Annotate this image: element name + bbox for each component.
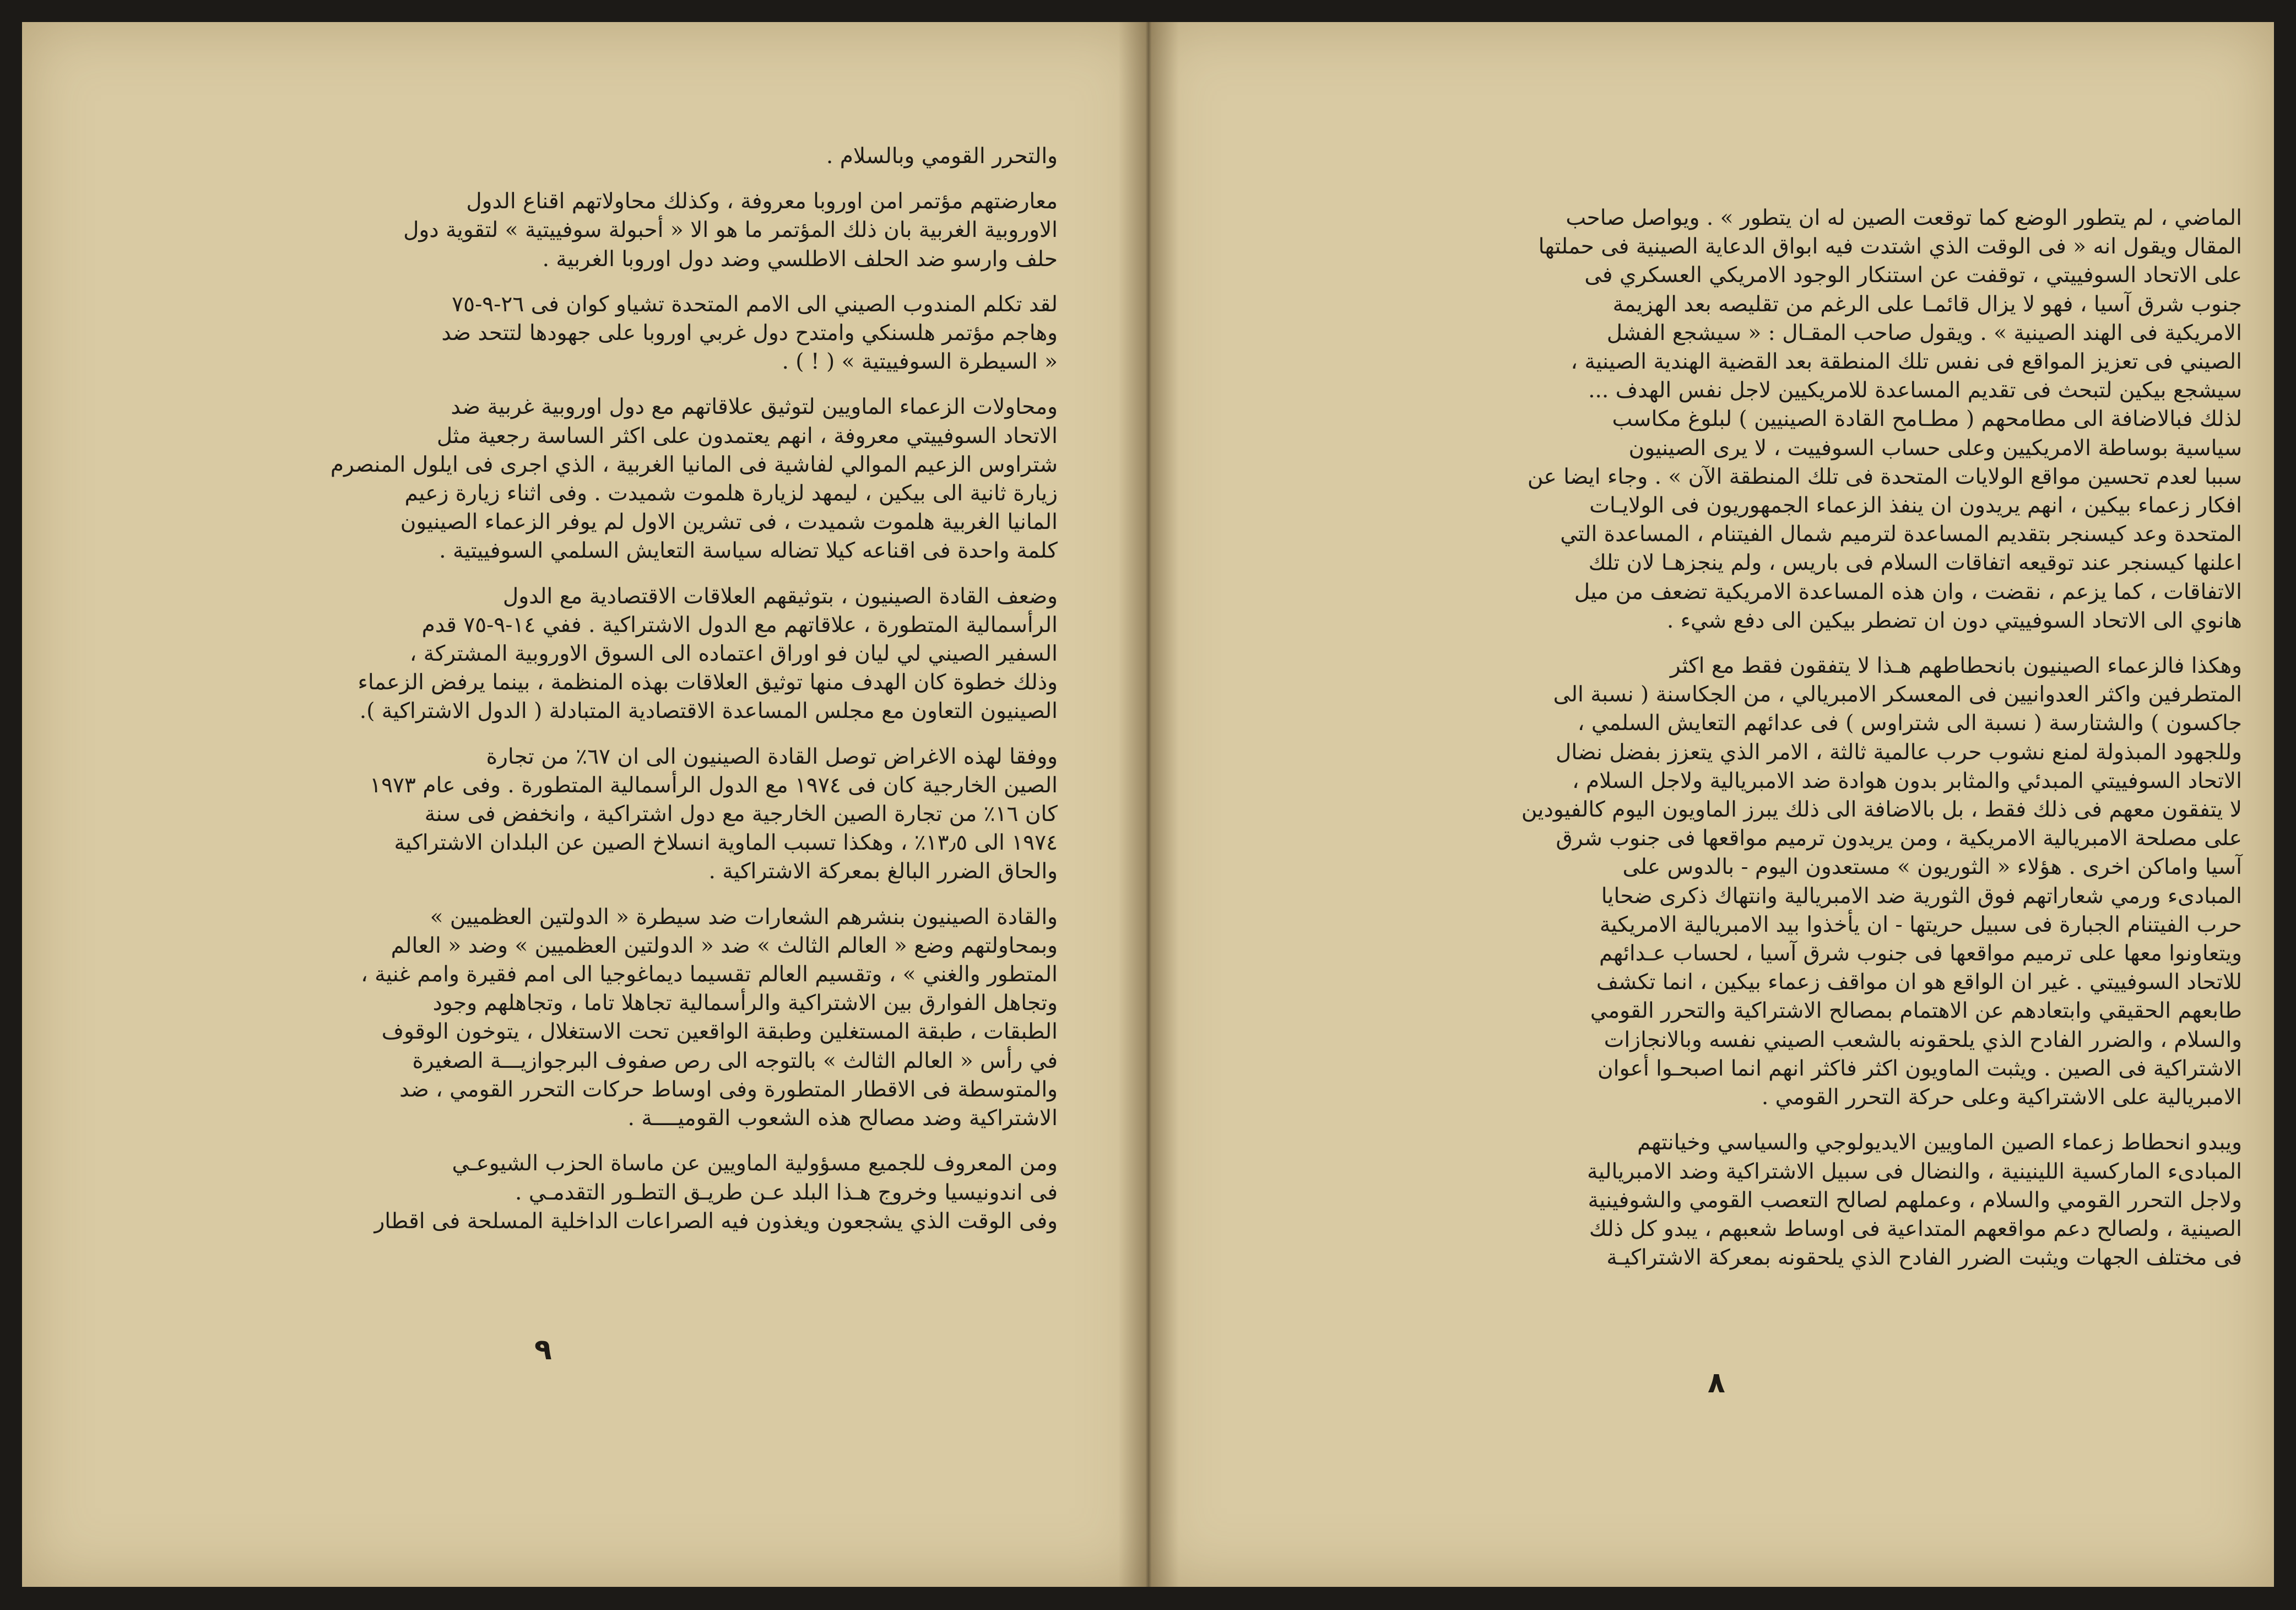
text-line: جنوب شرق آسيا ، فهو لا يزال قائمـا على الرغم من تقليصه بعد الهزيمة	[1612, 291, 2242, 317]
text-line: على الاتحاد السوفييتي ، توقفت عن استنكار الوجود الامريكي العسكري فى	[1584, 263, 2242, 288]
paragraph	[1328, 1128, 2242, 1272]
text-line: حلف وارسو ضد الحلف الاطلسي وضد دول اوروبا الغربية .	[542, 246, 1058, 272]
text-line: اعلنها كيسنجر عند توقيعه اتفاقات السلام فى باريس ، ولم ينجزهـا لان تلك	[1588, 550, 2242, 576]
text-line: لقد تكلم المندوب الصيني الى الامم المتحدة تشياو كوان فى ٢٦-٩-٧٥	[452, 291, 1058, 317]
text-line: الرأسمالية المتطورة ، علاقاتهم مع الدول الاشتراكية . ففي ١٤-٩-٧٥ قدم	[421, 612, 1058, 637]
text-line: آسيا واماكن اخرى . هؤلاء « الثوريون » مستعدون اليوم - بالدوس على	[1622, 855, 2242, 880]
text-line: وضعف القادة الصينيون ، بتوثيقهم العلاقات الاقتصادية مع الدول	[502, 584, 1058, 609]
paragraph	[138, 582, 1058, 726]
text-line: فى اندونيسيا وخروج هـذا البلد عـن طريـق التطـور التقدمـي .	[515, 1180, 1058, 1205]
paragraph	[138, 1149, 1058, 1236]
left-page-text	[138, 142, 1058, 1252]
paragraph	[138, 393, 1058, 565]
text-line: الصينية ، ولصالح دعم مواقعهم المتداعية فى اوساط شعبهم ، يبدو كل ذلك	[1589, 1216, 2242, 1241]
text-line: وذلك خطوة كان الهدف منها توثيق العلاقات بهذه المنظمة ، بينما يرفض الزعماء	[358, 670, 1058, 695]
text-line: ومحاولات الزعماء الماويين لتوثيق علاقاتهم مع دول اوروبية غربية ضد	[451, 395, 1058, 420]
left-page-number: ٩	[534, 1333, 552, 1366]
text-line: للاتحاد السوفييتي . غير ان الواقع هو ان مواقف زعماء بيكين ، انما تكشف	[1596, 970, 2242, 995]
right-page-number: ٨	[1708, 1366, 1725, 1400]
text-line: لذلك فبالاضافة الى مطامحهم ( مطـامح القادة الصينيين ) لبلوغ مكاسب	[1612, 407, 2242, 432]
text-line: الطبقات ، طبقة المستغلين وطبقة الواقعين تحت الاستغلال ، يتوخون الوقوف	[381, 1019, 1058, 1045]
text-line: الصين الخارجية كان فى ١٩٧٤ مع الدول الرأسمالية المتطورة . وفى عام ١٩٧٣	[370, 772, 1058, 798]
right-page-text	[1328, 204, 2242, 1289]
text-line: كان ١٦٪ من تجارة الصين الخارجية مع دول اشتراكية ، وانخفض فى سنة	[424, 802, 1058, 827]
text-line: حرب الفيتنام الجبارة فى سبيل حريتها - ان يأخذوا بيد الامبريالية الامريكية	[1599, 912, 2242, 937]
text-line: في رأس « العالم الثالث » بالتوجه الى رص صفوف البرجوازيـــة الصغيرة	[412, 1048, 1058, 1073]
text-line: وفى الوقت الذي يشجعون ويغذون فيه الصراعات الداخلية المسلحة فى اقطار	[374, 1208, 1058, 1234]
text-line: وبمحاولتهم وضع « العالم الثالث » ضد « الدولتين العظميين » وضد « العالم	[391, 933, 1058, 958]
paragraph	[138, 187, 1058, 274]
text-line: « السيطرة السوفييتية » ( ! ) .	[782, 349, 1058, 375]
text-line: ووفقا لهذه الاغراض توصل القادة الصينيون الى ان ٦٧٪ من تجارة	[486, 744, 1058, 769]
text-line: المتطرفين واكثر العدوانيين فى المعسكر الامبريالي ، من الجكاسنة ( نسبة الى	[1553, 682, 2242, 707]
paragraph	[138, 743, 1058, 887]
text-line: وهاجم مؤتمر هلسنكي وامتدح دول غربي اوروبا على جهودها لتتحد ضد	[441, 321, 1058, 346]
text-line: الاتفاقات ، كما يزعم ، نقضت ، وان هذه المساعدة الامريكية تضعف من ميل	[1574, 579, 2242, 604]
text-line: السفير الصيني لي ليان فو اوراق اعتماده الى السوق الاوروبية المشتركة ،	[409, 641, 1058, 667]
paragraph	[1328, 652, 2242, 1112]
text-line: الماضي ، لم يتطور الوضع كما توقعت الصين له ان يتطور » . ويواصل صاحب	[1566, 206, 2242, 230]
text-line: الاوروبية الغربية بان ذلك المؤتمر ما هو الا « أحبولة سوفييتية » لتقوية دول	[403, 218, 1058, 243]
text-line: ومن المعروف للجميع مسؤولية الماويين عن ماساة الحزب الشيوعـي	[452, 1151, 1058, 1176]
text-line: ١٩٧٤ الى ١٣٫٥٪ ، وهكذا تسبب الماوية انسلاخ الصين عن البلدان الاشتراكية	[394, 830, 1058, 856]
page-gutter	[1118, 22, 1179, 1587]
paragraph	[138, 142, 1058, 171]
text-line: فى مختلف الجهات ويثبت الضرر الفادح الذي يلحقونه بمعركة الاشتراكيـة	[1606, 1245, 2242, 1271]
paragraph	[1328, 204, 2242, 635]
text-line: الاشتراكية وضد مصالح هذه الشعوب القوميــــة .	[627, 1106, 1058, 1131]
text-line: ويتعاونوا معها على ترميم مواقعها فى جنوب شرق آسيا ، لحساب عـدائهم	[1599, 941, 2242, 966]
text-line: كلمة واحدة فى اقناعه كيلا تضاله سياسة التعايش السلمي السوفييتية .	[439, 538, 1058, 564]
text-line: وهكذا فالزعماء الصينيون بانحطاطهم هـذا لا يتفقون فقط مع اكثر	[1670, 653, 2242, 679]
text-line: على مصلحة الامبريالية الامريكية ، ومن يريدون ترميم مواقعها فى جنوب شرق	[1556, 826, 2242, 851]
text-line: الصينيون التعاون مع مجلس المساعدة الاقتصادية المتبادلة ( الدول الاشتراكية ).	[359, 699, 1058, 724]
text-line: المتحدة وعد كيسنجر بتقديم المساعدة لترميم شمال الفيتنام ، المساعدة التي	[1560, 522, 2242, 547]
text-line: المقال ويقول انه « فى الوقت الذي اشتدت فيه ابواق الدعاية الصينية فى حملتها	[1538, 234, 2242, 260]
text-line: سببا لعدم تحسين مواقع الولايات المتحدة فى تلك المنطقة الآن » . وجاء ايضا عن	[1527, 464, 2242, 489]
paragraph	[138, 290, 1058, 377]
booklet-spread	[22, 22, 2274, 1587]
text-line: افكار زعماء بيكين ، انهم يريدون ان ينفذ الزعماء الجمهوريون فى الولايـات	[1589, 493, 2242, 518]
text-line: والتحرر القومي وبالسلام .	[826, 144, 1058, 169]
text-line: المبادىء ورمي شعاراتهم فوق الثورية ضد الامبريالية وانتهاك ذكرى ضحايا	[1601, 883, 2242, 909]
text-line: الاتحاد السوفييتي المبدئي والمثابر بدون هوادة ضد الامبريالية ولاجل السلام ،	[1572, 768, 2242, 793]
text-line: هانوي الى الاتحاد السوفييتي دون ان تضطر بيكين الى دفع شيء .	[1666, 608, 2242, 633]
text-line: طابعهم الحقيقي وابتعادهم عن الاهتمام بمصالح الاشتراكية والتحرر القومي	[1590, 998, 2242, 1024]
text-line: والحاق الضرر البالغ بمعركة الاشتراكية .	[708, 859, 1058, 884]
text-line: الاتحاد السوفييتي معروفة ، انهم يعتمدون على اكثر الساسة رجعية مثل	[436, 423, 1058, 449]
text-line: سيشجع بيكين لتبحث فى تقديم المساعدة للامريكيين لاجل نفس الهدف ...	[1588, 378, 2242, 403]
text-line: الاشتراكية فى الصين . ويثبت الماويون اكثر فاكثر انهم انما اصبحـوا أعوان	[1597, 1056, 2242, 1081]
text-line: والقادة الصينيون بنشرهم الشعارات ضد سيطرة « الدولتين العظميين »	[430, 904, 1058, 930]
text-line: شتراوس الزعيم الموالي لفاشية فى المانيا الغربية ، الذي اجرى فى ايلول المنصرم	[330, 452, 1058, 477]
text-line: لا يتفقون معهم فى ذلك فقط ، بل بالاضافة الى ذلك يبرز الماويون اليوم كالفيودين	[1521, 797, 2242, 823]
text-line: جاكسون ) والشتارسة ( نسبة الى شتراوس ) فى عدائهم التعايش السلمي ،	[1577, 711, 2242, 736]
text-line: المانيا الغربية هلموت شميدت ، فى تشرين الاول لم يوفر الزعماء الصينيون	[400, 510, 1058, 535]
text-line: معارضتهم مؤتمر امن اوروبا معروفة ، وكذلك محاولاتهم اقناع الدول	[466, 189, 1058, 214]
text-line: ولاجل التحرر القومي والسلام ، وعملهم لصالح التعصب القومي والشوفينية	[1588, 1187, 2242, 1213]
text-line: زيارة ثانية الى بيكين ، ليمهد لزيارة هلموت شميدت . وفى اثناء زيارة زعيم	[404, 481, 1058, 506]
text-line: المبادىء الماركسية اللينينية ، والنضال فى سبيل الاشتراكية وضد الامبريالية	[1586, 1159, 2242, 1184]
text-line: الامبريالية على الاشتراكية وعلى حركة التحرر القومي .	[1761, 1085, 2242, 1110]
text-line: والسلام ، والضرر الفادح الذي يلحقونه بالشعب الصيني نفسه وبالانجازات	[1604, 1027, 2242, 1052]
text-line: سياسية بوساطة الامريكيين وعلى حساب السوفييت ، لا يرى الصينيون	[1628, 435, 2242, 461]
text-line: الامريكية فى الهند الصينية » . ويقول صاحب المقـال : « سيشجع الفشل	[1606, 320, 2242, 345]
text-line: والمتوسطة فى الاقطار المتطورة وفى اوساط حركات التحرر القومي ، ضد	[399, 1077, 1058, 1102]
text-line: وتجاهل الفوارق بين الاشتراكية والرأسمالية تجاهلا تاما ، وتجاهلهم وجود	[432, 991, 1058, 1016]
text-line: الصيني فى تعزيز المواقع فى نفس تلك المنطقة بعد القضية الهندية الصينية ،	[1571, 349, 2242, 375]
text-line: وللجهود المبذولة لمنع نشوب حرب عالمية ثالثة ، الامر الذي يتعزز بفضل نضال	[1556, 739, 2242, 765]
text-line: ويبدو انحطاط زعماء الصين الماويين الايديولوجي والسياسي وخيانتهم	[1637, 1130, 2242, 1155]
text-line: المتطور والغني » ، وتقسيم العالم تقسيما ديماغوجيا الى امم فقيرة وامم غنية ،	[361, 962, 1058, 987]
paragraph	[138, 903, 1058, 1133]
